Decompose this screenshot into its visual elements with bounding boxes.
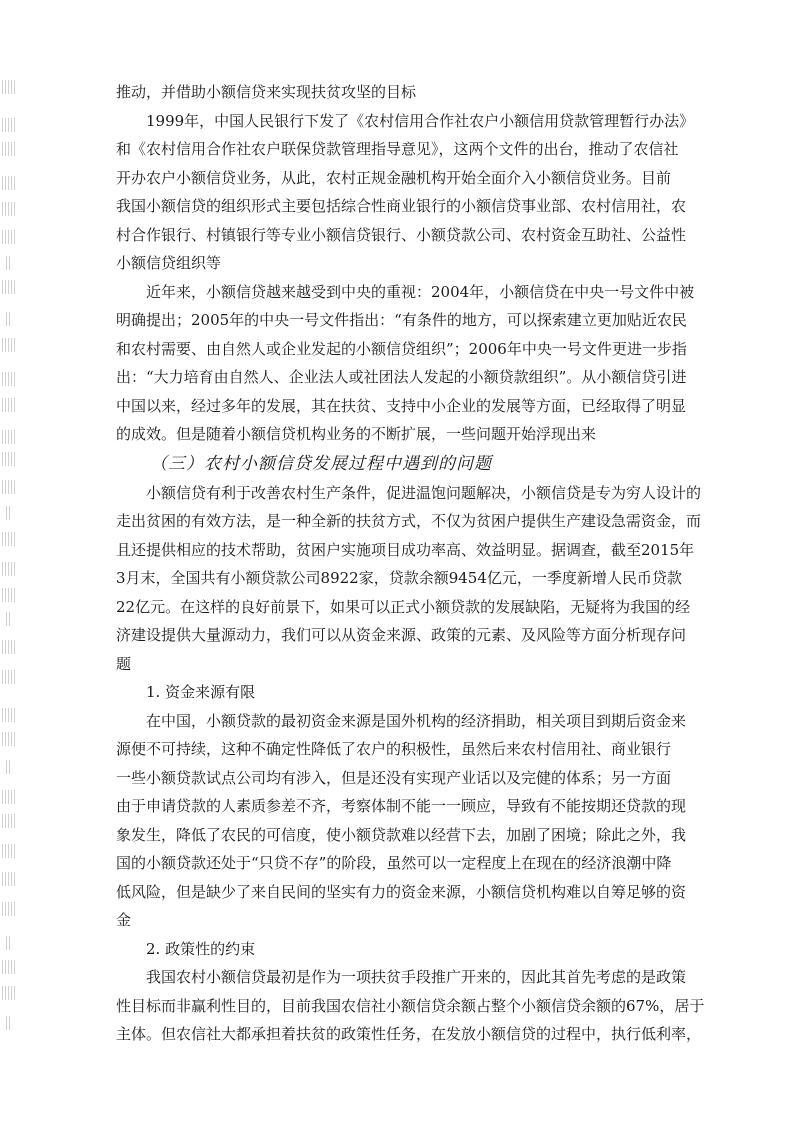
text-line: 1999年，中国人民银行下发了《农村信用合作社农户小额信用贷款管理暂行办法》 bbox=[146, 111, 695, 130]
text-line: 开办农户小额信贷业务，从此，农村正规金融机构开始全面介入小额信贷业务。目前 bbox=[116, 168, 672, 187]
text-line: 题 bbox=[116, 654, 132, 673]
margin-mark bbox=[6, 256, 10, 270]
margin-mark bbox=[2, 452, 16, 466]
margin-mark bbox=[2, 588, 16, 602]
document-page bbox=[116, 78, 718, 1049]
text-line: 出：“大力培育由自然人、企业法人或社团法人发起的小额贷款组织”。从小额信贷引进 bbox=[116, 368, 687, 386]
text-line: 源便不可持续，这种不确定性降低了农户的积极性，虽然后来农村信用社、商业银行 bbox=[116, 740, 672, 758]
margin-mark bbox=[2, 732, 16, 746]
paragraph-block-3 bbox=[116, 707, 718, 935]
subheading-funding: 1. 资金来源有限 bbox=[146, 683, 256, 701]
text-line: 近年来，小额信贷越来越受到中央的重视：2004年，小额信贷在中央一号文件中被 bbox=[146, 282, 695, 301]
text-line: 且还提供相应的技术帮助，贫困户实施项目成功率高、效益明显。据调查，截至2015年 bbox=[116, 540, 695, 559]
margin-mark bbox=[2, 562, 16, 576]
section-heading: （三）农村小额信贷发展过程中遇到的问题 bbox=[150, 453, 492, 474]
text-line: 和《农村信用合作社农户联保贷款管理指导意见》，这两个文件的出台，推动了农信社 bbox=[116, 140, 679, 158]
text-line: 推动，并借助小额信贷来实现扶贫攻坚的目标 bbox=[116, 83, 417, 101]
margin-mark bbox=[2, 814, 16, 828]
text-line: 在中国，小额贷款的最初资金来源是国外机构的经济捐助，相关项目到期后资金来 bbox=[146, 711, 687, 730]
margin-mark bbox=[2, 142, 16, 156]
margin-mark bbox=[2, 532, 16, 546]
margin-mark bbox=[2, 430, 16, 444]
margin-mark bbox=[2, 176, 16, 190]
text-line: 低风险，但是缺少了来自民间的坚实有力的资金来源，小额信贷机构难以自筹足够的资 bbox=[116, 882, 687, 901]
text-line: 3月末，全国共有小额贷款公司8922家，贷款余额9454亿元，一季度新增人民币贷款 bbox=[116, 569, 682, 587]
text-line: 明确提出；2005年的中央一号文件指出：“有条件的地方，可以探索建立更加贴近农民 bbox=[116, 311, 687, 329]
margin-mark bbox=[6, 612, 10, 626]
text-line: 小额信贷组织等 bbox=[116, 254, 222, 272]
margin-mark bbox=[2, 202, 16, 216]
margin-mark bbox=[2, 640, 16, 654]
margin-mark bbox=[2, 230, 16, 244]
text-line: 村合作银行、村镇银行等专业小额信贷银行、小额贷款公司、农村资金互助社、公益性 bbox=[116, 225, 687, 244]
margin-mark bbox=[2, 480, 16, 494]
margin-mark bbox=[6, 312, 10, 326]
text-line: 我国农村小额信贷最初是作为一项扶贫手段推广开来的，因此其首先考虑的是政策 bbox=[146, 968, 687, 986]
margin-mark bbox=[6, 936, 10, 950]
paragraph-block-1 bbox=[116, 78, 718, 449]
margin-mark bbox=[2, 372, 16, 386]
subheading-policy: 2. 政策性的约束 bbox=[146, 939, 256, 958]
margin-mark bbox=[2, 844, 16, 858]
margin-mark bbox=[2, 118, 16, 132]
text-line: 的成效。但是随着小额信贷机构业务的不断扩展，一些问题开始浮现出来 bbox=[116, 425, 597, 443]
text-line: 中国以来，经过多年的发展，其在扶贫、支持中小企业的发展等方面，已经取得了明显 bbox=[116, 396, 687, 415]
text-line: 金 bbox=[116, 911, 132, 929]
margin-mark bbox=[2, 960, 16, 974]
text-line: 由于申请贷款的人素质参差不齐，考察体制不能一一顾应，导致有不能按期还贷款的现 bbox=[116, 797, 687, 815]
text-line: 22亿元。在这样的良好前景下，如果可以正式小额贷款的发展缺陷，无疑将为我国的经 bbox=[116, 597, 691, 616]
margin-mark bbox=[6, 1016, 10, 1030]
margin-mark bbox=[2, 280, 16, 294]
paragraph-block-4 bbox=[116, 963, 718, 1049]
text-line: 和农村需要、由自然人或企业发起的小额信贷组织”；2006年中央一号文件更进一步指 bbox=[116, 339, 687, 358]
text-line: 走出贫困的有效方法，是一种全新的扶贫方式，不仅为贫困户提供生产建设急需资金，而 bbox=[116, 512, 702, 530]
margin-mark bbox=[2, 670, 16, 684]
margin-mark bbox=[2, 986, 16, 1000]
paragraph-block-2 bbox=[116, 479, 718, 679]
margin-mark bbox=[2, 872, 16, 886]
scan-margin-marks bbox=[2, 80, 18, 1040]
margin-mark bbox=[2, 398, 16, 412]
margin-mark bbox=[2, 338, 16, 352]
margin-mark bbox=[2, 708, 16, 722]
margin-mark bbox=[6, 506, 10, 520]
margin-mark bbox=[6, 760, 10, 774]
text-line: 一些小额贷款试点公司均有涉入，但是还没有实现产业话以及完健的体系；另一方面 bbox=[116, 768, 672, 787]
text-line: 国的小额贷款还处于“只贷不存”的阶段，虽然可以一定程度上在现在的经济浪潮中降 bbox=[116, 854, 672, 872]
margin-mark bbox=[2, 902, 16, 916]
text-line: 小额信贷有利于改善农村生产条件，促进温饱问题解决，小额信贷是专为穷人设计的 bbox=[146, 483, 702, 502]
text-line: 象发生，降低了农民的可信度，使小额贷款难以经营下去，加剧了困境；除此之外，我 bbox=[116, 825, 687, 844]
text-line: 我国小额信贷的组织形式主要包括综合性商业银行的小额信贷事业部、农村信用社，农 bbox=[116, 197, 687, 215]
text-line: 主体。但农信社大都承担着扶贫的政策性任务，在发放小额信贷的过程中，执行低利率， bbox=[116, 1025, 702, 1043]
text-line: 性目标而非赢利性目的，目前我国农信社小额信贷余额占整个小额信贷余额的67%，居于 bbox=[116, 996, 705, 1015]
text-line: 济建设提供大量源动力，我们可以从资金来源、政策的元素、及风险等方面分析现存问 bbox=[116, 626, 687, 644]
margin-mark bbox=[2, 790, 16, 804]
margin-mark bbox=[2, 80, 16, 94]
